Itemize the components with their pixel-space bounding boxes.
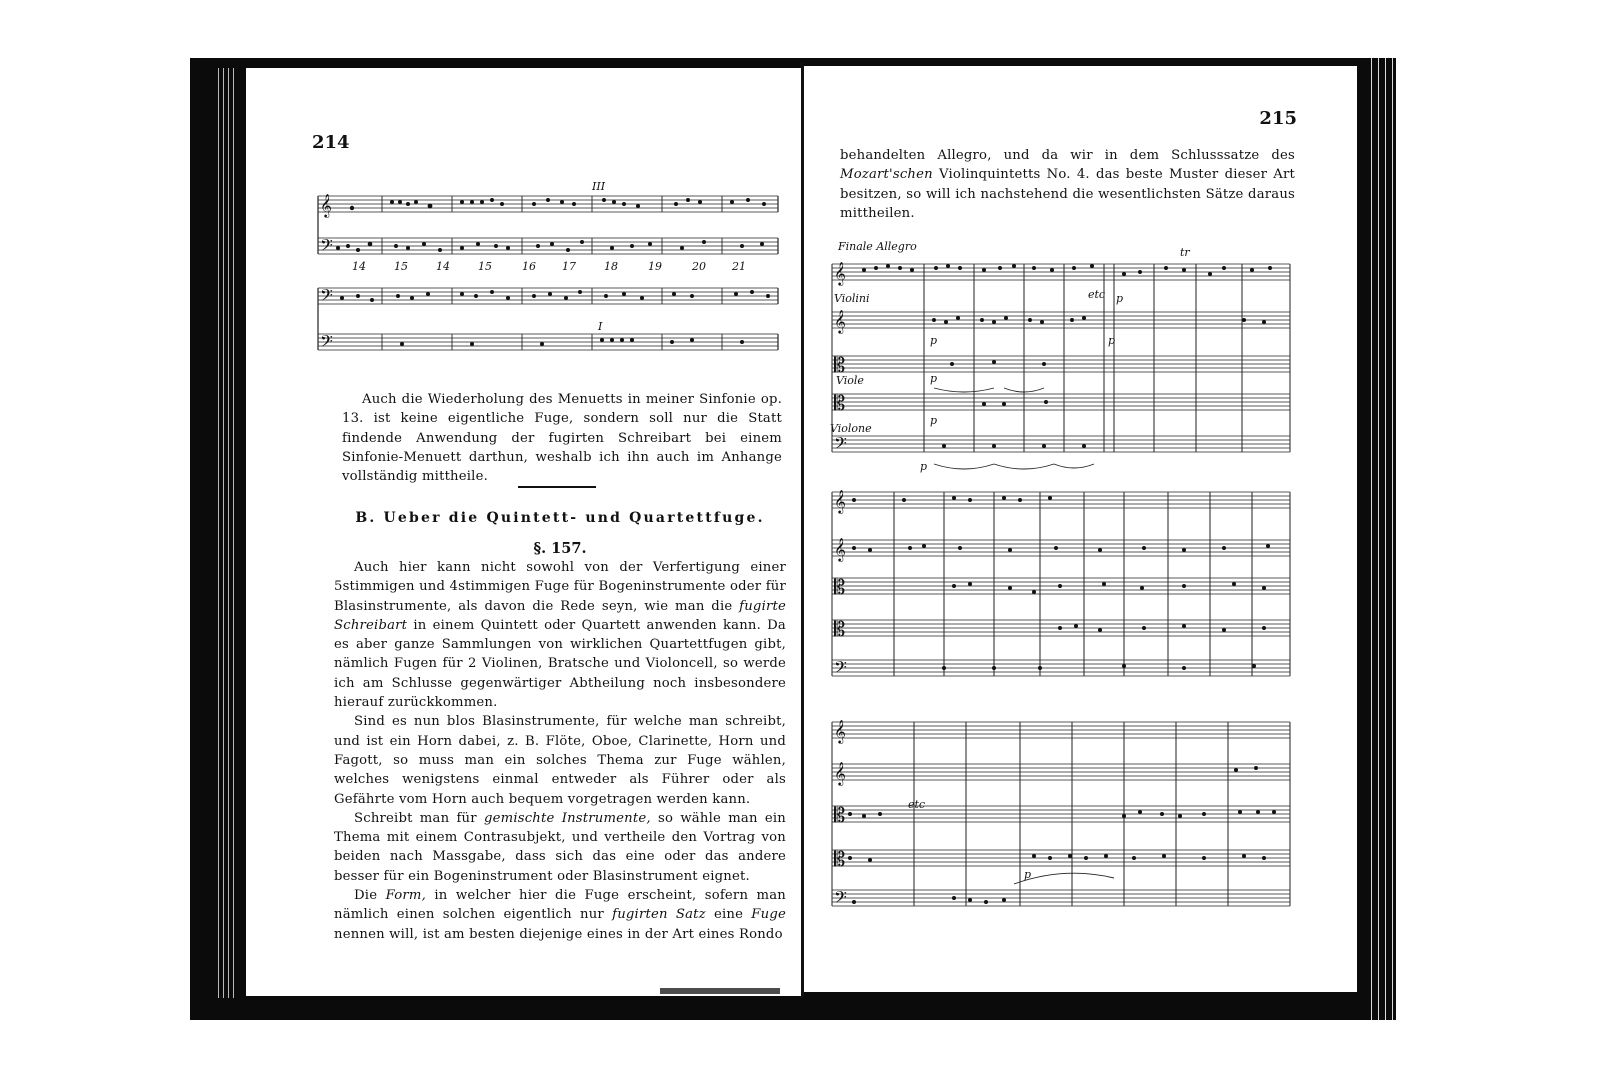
dynamic-mark: p: [920, 460, 928, 473]
dynamic-mark: p: [930, 334, 938, 347]
instrument-label-violone: Violone: [830, 422, 872, 435]
instrument-label-viole: Viole: [836, 374, 864, 387]
paragraph-menuett: Auch die Wiederholung des Menuetts in meiner Sinfonie op. 13. ist keine eigentliche Fuge, sondern soll nur die Statt findende Anwendung der fugirten Schreibart bei einem Sinfonie-Menuett darthun, weshalb ich ihn auch im Anhange vollständig mittheile.: [342, 392, 782, 485]
score-systems-right: [824, 238, 1294, 928]
section-heading: B. Ueber die Quintett- und Quartettfuge.: [355, 510, 765, 526]
dynamic-mark: p: [930, 414, 938, 427]
svg-text:𝄞: 𝄞: [834, 309, 846, 333]
scan-artifact: [660, 988, 780, 994]
paragraph-gemischte: Schreibt man für gemischte Instrumente, so wähle man ein Thema mit einem Contrasubjekt, und vertheile den Vortrag von beiden nach Massgabe, dass sich das eine oder das andere besser für ein Bogeninstrument oder Blasinstrument eignet.: [334, 810, 786, 884]
svg-text:𝄞: 𝄞: [834, 489, 846, 513]
svg-text:𝄢: 𝄢: [834, 887, 847, 911]
music-score-left: [312, 178, 792, 368]
music-score-right: [824, 238, 1294, 928]
svg-text:𝄡: 𝄡: [834, 803, 846, 827]
roman-mark: I: [598, 320, 603, 333]
paragraph-157: Auch hier kann nicht sowohl von der Verfertigung einer 5stimmigen und 4stimmigen Fuge für Bogeninstrumente oder für Blasinstrumente, als davon die Rede seyn, wie man die fugirte Schreibart in einem Quintett oder Quartett anwenden kann. Da es aber ganze Sammlungen von wirklichen Quartettfugen gibt, nämlich Fugen für 2 Violinen, Bratsche und Violoncell, so werde ich am Schlusse gegenwärtiger Abtheilung noch insbesondere hierauf zurückkommen.: [334, 560, 786, 711]
svg-text:𝄡: 𝄡: [834, 847, 846, 871]
book-spine-edge: [216, 68, 234, 998]
svg-text:𝄞: 𝄞: [834, 537, 846, 561]
svg-text:𝄡: 𝄡: [834, 353, 846, 377]
svg-text:𝄞: 𝄞: [834, 261, 846, 285]
instrument-label-violini: Violini: [834, 292, 870, 305]
left-page: [246, 68, 801, 996]
svg-text:𝄞: 𝄞: [834, 719, 846, 743]
svg-text:𝄞: 𝄞: [320, 193, 332, 217]
paragraph-form: Die Form, in welcher hier die Fuge erscheint, sofern man nämlich einen solchen eigentlich nur fugirten Satz eine Fuge nennen will, ist am besten diejenige eines in der Art eines Rondo: [334, 888, 786, 942]
svg-text:𝄢: 𝄢: [834, 657, 847, 681]
body-text-left: [334, 558, 786, 944]
roman-mark: III: [592, 180, 606, 193]
measure-number: 15: [394, 260, 408, 273]
right-page: [804, 66, 1357, 992]
dynamic-mark: p: [930, 372, 938, 385]
measure-number: 15: [478, 260, 492, 273]
other-mark: tr: [1180, 246, 1190, 259]
paragraph-mark: §. 157.: [533, 540, 587, 557]
svg-text:𝄡: 𝄡: [834, 391, 846, 415]
svg-text:𝄢: 𝄢: [834, 433, 847, 457]
svg-text:𝄞: 𝄞: [834, 761, 846, 785]
measure-number: 19: [648, 260, 662, 273]
score-systems-left: [312, 178, 792, 368]
page-edges: [1368, 58, 1396, 1020]
measure-number: 16: [522, 260, 536, 273]
measure-number: 21: [732, 260, 746, 273]
body-text-right: behandelten Allegro, und da wir in dem Schlusssatze des Mozart'schen Violinquintetts No. 4. das beste Muster dieser Art besitzen, so will ich nachstehend die wesentlichsten Sätze daraus mittheilen.: [840, 148, 1295, 221]
svg-text:𝄡: 𝄡: [834, 617, 846, 641]
dynamic-mark: p: [1116, 292, 1124, 305]
svg-text:𝄡: 𝄡: [834, 575, 846, 599]
measure-number: 20: [692, 260, 706, 273]
page-number-right: 215: [1259, 108, 1297, 129]
tempo-marking: Finale Allegro: [838, 240, 917, 253]
svg-text:𝄢: 𝄢: [320, 285, 333, 309]
paragraph-blasinstrumente: Sind es nun blos Blasinstrumente, für welche man schreibt, und ist ein Horn dabei, z. B. Flöte, Oboe, Clarinette, Horn und Fagott, so muss man ein solches Thema zur Fuge wählen, welches wenigstens einmal entweder als Führer oder als Gefährte vom Horn auch bequem vorgetragen werden kann.: [334, 714, 786, 807]
measure-number: 18: [604, 260, 618, 273]
other-mark: etc: [1088, 288, 1106, 301]
measure-number: 14: [436, 260, 450, 273]
section-divider: [518, 486, 596, 488]
svg-text:𝄢: 𝄢: [320, 331, 333, 355]
staff-lines: [318, 196, 778, 350]
other-mark: etc: [908, 798, 926, 811]
page-number-left: 214: [312, 132, 350, 153]
measure-number: 17: [562, 260, 576, 273]
measure-number: 14: [352, 260, 366, 273]
dynamic-mark: p: [1024, 868, 1032, 881]
svg-text:𝄢: 𝄢: [320, 235, 333, 259]
dynamic-mark: p: [1108, 334, 1116, 347]
